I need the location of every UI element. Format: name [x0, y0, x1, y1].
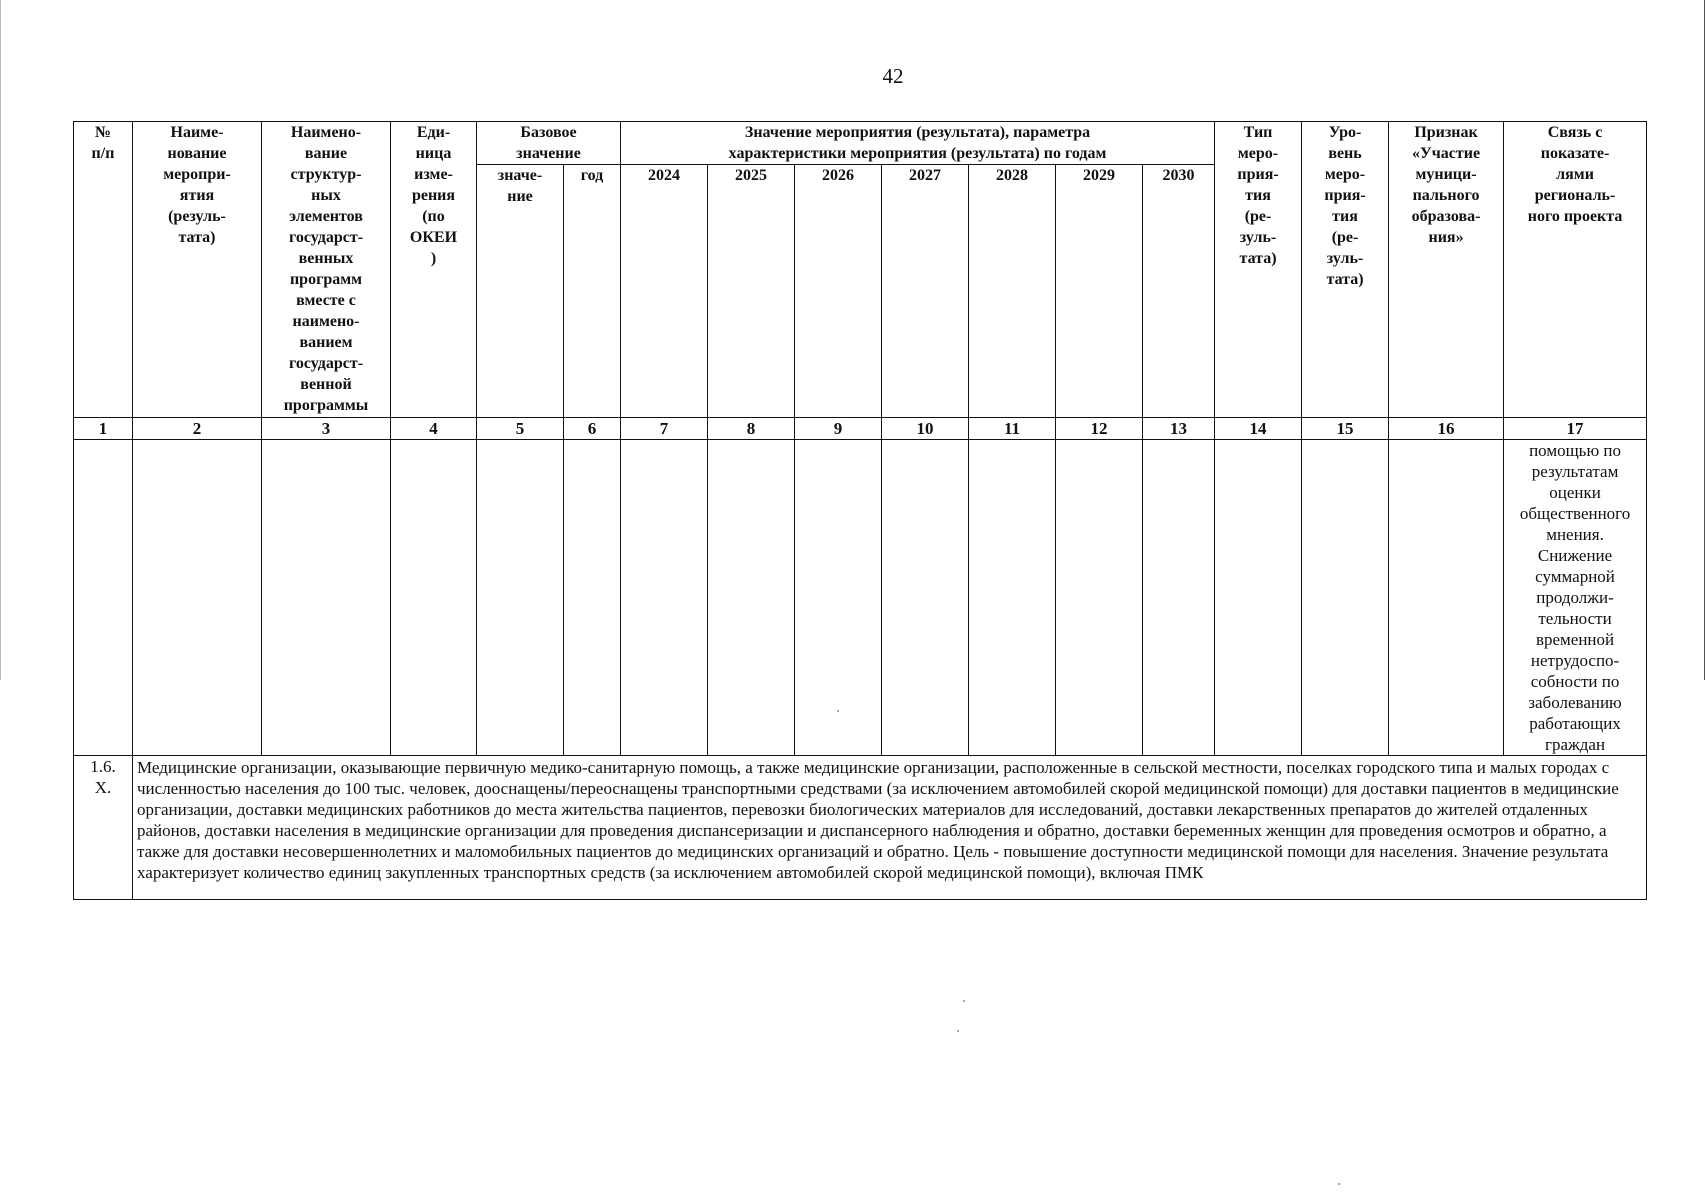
header-year-2026: 2026 — [795, 165, 882, 418]
cell-empty — [391, 440, 477, 756]
cell-empty — [1302, 440, 1389, 756]
page-edge-right-line — [1704, 0, 1705, 680]
column-number: 2 — [133, 418, 262, 440]
header-link: Связь с показате- лями региональ- ного проекта — [1504, 122, 1647, 418]
cell-empty — [1143, 440, 1215, 756]
header-year-2028: 2028 — [969, 165, 1056, 418]
header-structural-elements: Наимено- вание структур- ных элементов государст- венных программ вместе с наимено- ванием государст- венной программы — [262, 122, 391, 418]
scan-speck — [963, 1000, 965, 1002]
column-number: 12 — [1056, 418, 1143, 440]
row-number: 1.6. X. — [74, 756, 133, 900]
column-number: 1 — [74, 418, 133, 440]
column-number: 15 — [1302, 418, 1389, 440]
table-row-continuation — [74, 440, 1647, 756]
header-values-by-year: Значение мероприятия (результата), параметра характеристики мероприятия (результата) по годам — [621, 122, 1215, 165]
column-number: 13 — [1143, 418, 1215, 440]
cell-empty — [969, 440, 1056, 756]
cell-empty — [1389, 440, 1504, 756]
cell-empty — [708, 440, 795, 756]
column-number: 7 — [621, 418, 708, 440]
page-edge-left-line — [0, 0, 1, 680]
activities-table — [73, 121, 1647, 900]
cell-empty — [621, 440, 708, 756]
header-base-year: год — [564, 165, 621, 418]
page-number: 42 — [882, 64, 904, 88]
header-level: Уро- вень меро- прия- тия (ре- зуль- тата) — [1302, 122, 1389, 418]
header-year-2029: 2029 — [1056, 165, 1143, 418]
header-year-2027: 2027 — [882, 165, 969, 418]
cell-empty — [1056, 440, 1143, 756]
scan-speck — [957, 1030, 959, 1032]
column-number: 11 — [969, 418, 1056, 440]
header-year-2024: 2024 — [621, 165, 708, 418]
column-number: 5 — [477, 418, 564, 440]
header-type: Тип меро- прия- тия (ре- зуль- тата) — [1215, 122, 1302, 418]
scan-speck — [837, 710, 839, 712]
column-number: 16 — [1389, 418, 1504, 440]
cell-empty — [74, 440, 133, 756]
cell-empty — [795, 440, 882, 756]
column-number: 6 — [564, 418, 621, 440]
cell-empty — [882, 440, 969, 756]
header-year-2025: 2025 — [708, 165, 795, 418]
header-base-value-sub: значе- ние — [477, 165, 564, 418]
cell-empty — [133, 440, 262, 756]
cell-empty — [1215, 440, 1302, 756]
header-base-value: Базовое значение — [477, 122, 621, 165]
header-row-1 — [74, 122, 1647, 165]
header-municipal: Признак «Участие муници- пального образова- ния» — [1389, 122, 1504, 418]
column-number: 3 — [262, 418, 391, 440]
column-number-row — [74, 418, 1647, 440]
header-year-2030: 2030 — [1143, 165, 1215, 418]
cell-regional-link-continuation: помощью по результатам оценки общественного мнения. Снижение суммарной продолжи- тельности временной нетрудоспо- собности по заболеванию работающих граждан — [1504, 440, 1647, 756]
header-no: № п/п — [74, 122, 133, 418]
column-number: 8 — [708, 418, 795, 440]
column-number: 10 — [882, 418, 969, 440]
column-number: 4 — [391, 418, 477, 440]
cell-empty — [477, 440, 564, 756]
column-number: 9 — [795, 418, 882, 440]
row-description: Медицинские организации, оказывающие первичную медико-санитарную помощь, а также медицинские организации, расположенные в сельской местности, поселках городского типа и малых городах с численностью населения до 100 тыс. человек, дооснащены/переоснащены транспортными средствами (за исключением автомобилей скорой медицинской помощи) для доставки пациентов в медицинские организации, доставки медицинских работников до места жительства пациентов, перевозки биологических материалов для исследований, доставки лекарственных препаратов до жителей отдаленных районов, доставки населения в медицинские организации для проведения диспансеризации и диспансерного наблюдения и обратно, доставки беременных женщин для проведения осмотров и обратно, а также для доставки несовершеннолетних и маломобильных пациентов до медицинских организаций и обратно. Цель - повышение доступности медицинской помощи для населения. Значение результата характеризует количество единиц закупленных транспортных средств (за исключением автомобилей скорой медицинской помощи), включая ПМК — [133, 756, 1647, 900]
header-action-name: Наиме- нование меропри- ятия (резуль- тата) — [133, 122, 262, 418]
table-row-1-6-x — [74, 756, 1647, 900]
scan-speck — [1338, 1183, 1340, 1185]
column-number: 17 — [1504, 418, 1647, 440]
cell-empty — [564, 440, 621, 756]
column-number: 14 — [1215, 418, 1302, 440]
header-unit: Еди- ница изме- рения (по ОКЕИ ) — [391, 122, 477, 418]
cell-empty — [262, 440, 391, 756]
